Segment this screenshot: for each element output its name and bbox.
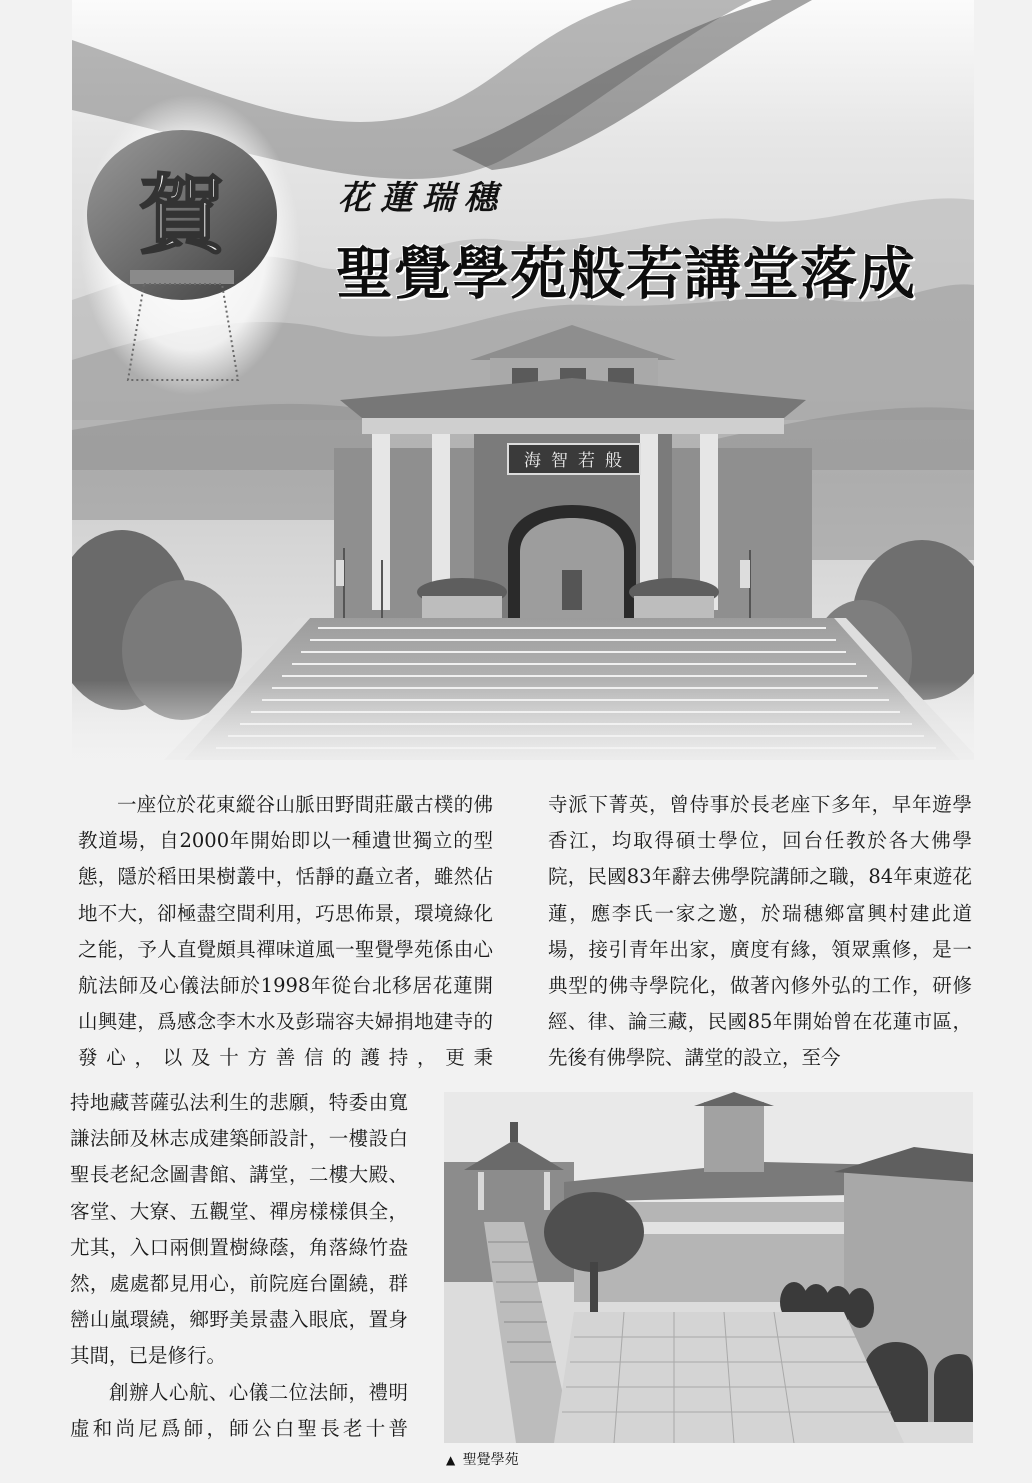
photo-caption-text: 聖覺學苑 <box>462 1452 519 1468</box>
plaque-char-4: 般 <box>605 451 622 471</box>
courtyard-photo <box>444 1092 973 1443</box>
article-paragraph-continued: 寺派下菁英，曾侍事於長老座下多年，早年遊學香江，均取得碩士學位，回台任教於各大佛學院，民國83年辭去佛學院講師之職，84年東遊花蓮，應李氏一家之邀，於瑞穗鄉富興村建此道場，接引青年出家，廣度有緣，領眾熏修，是一典型的佛寺學院化，做著內修外弘的工作，研修經、律、論三藏，民國85年開始曾在花蓮市區，先後有佛學院、講堂的設立，至今 <box>548 793 972 1070</box>
article-paragraph-1: 一座位於花東縱谷山脈田野間莊嚴古樸的佛教道場，自2000年開始即以一種遺世獨立的型態，隱於稻田果樹叢中，恬靜的矗立者，雖然佔地不大，卻極盡空間利用，巧思佈景，環境綠化之能，予人直覺頗具禪味道風一聖覺學苑係由心航法師及心儀法師於1998年從台北移居花蓮開山興建，爲感念李木水及彭瑞容夫婦捐地建寺的發心，以及十方善信的護持，更秉 <box>78 793 493 1070</box>
article-column-left <box>78 787 493 1077</box>
plaque-char-3: 若 <box>578 451 595 471</box>
photo-caption <box>446 1449 519 1469</box>
triangle-marker-icon: ▲ <box>446 1453 456 1467</box>
subtitle: 花蓮瑞穗 <box>338 178 506 217</box>
article-column-lower <box>70 1085 408 1447</box>
page-title: 聖覺學苑般若講堂落成 <box>336 241 916 307</box>
temple-scene <box>72 0 974 775</box>
article-paragraph-3: 創辦人心航、心儀二位法師，禮明虛和尚尼爲師，師公白聖長老十普 <box>70 1380 408 1440</box>
courtyard-scene <box>444 1092 973 1443</box>
plaque-char-2: 智 <box>551 451 568 471</box>
plaque-char-1: 海 <box>524 451 541 471</box>
article-paragraph-2: 持地藏菩薩弘法利生的悲願，特委由寬謙法師及林志成建築師設計，一樓設白聖長老紀念圖書館、講堂，二樓大殿、客堂、大寮、五觀堂、禪房樣樣俱全，尤其，入口兩側置樹綠蔭，角落綠竹盎然，處處都見用心，前院庭台圍繞，群巒山嵐環繞，鄉野美景盡入眼底，置身其間，已是修行。 <box>70 1091 408 1368</box>
lantern-character: 賀 <box>139 165 225 266</box>
article-column-right <box>548 787 972 1077</box>
hero-photo <box>72 0 974 775</box>
